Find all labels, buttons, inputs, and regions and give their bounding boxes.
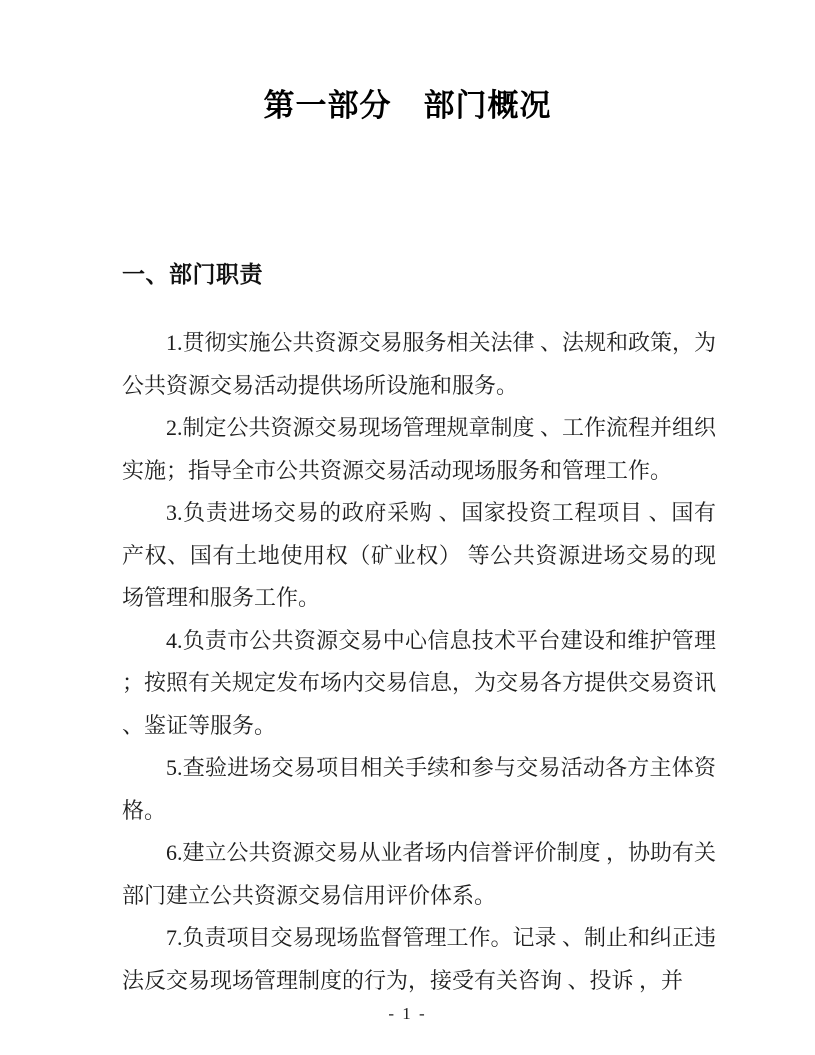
paragraph-6: 6.建立公共资源交易从业者场内信誉评价制度 ，协助有关部门建立公共资源交易信用评价体系。 [122, 840, 717, 908]
paragraph-5: 5.查验进场交易项目相关手续和参与交易活动各方主体资格。 [122, 755, 716, 823]
paragraphs-container [122, 322, 716, 1002]
page-number: - 1 - [388, 1004, 427, 1023]
paragraph-1: 1.贯彻实施公共资源交易服务相关法律 、法规和政策，为公共资源交易活动提供场所设施和服务。 [122, 330, 717, 398]
paragraph-7: 7.负责项目交易现场监督管理工作。记录 、制止和纠正违法反交易现场管理制度的行为，接受有关咨询 、投诉 ，并 [122, 925, 717, 993]
paragraph-2: 2.制定公共资源交易现场管理规章制度 、工作流程并组织实施；指导全市公共资源交易活动现场服务和管理工作。 [122, 415, 717, 483]
paragraph-3: 3.负责进场交易的政府采购 、国家投资工程项目 、国有产权、国有土地使用权（矿业权） 等公共资源进场交易的现场管理和服务工作。 [122, 500, 716, 610]
document-title: 第一部分 部门概况 [263, 88, 552, 123]
paragraph-4: 4.负责市公共资源交易中心信息技术平台建设和维护管理 ；按照有关规定发布场内交易信息，为交易各方提供交易资讯 、鉴证等服务。 [122, 627, 717, 738]
section-heading: 一、部门职责 [122, 261, 263, 287]
